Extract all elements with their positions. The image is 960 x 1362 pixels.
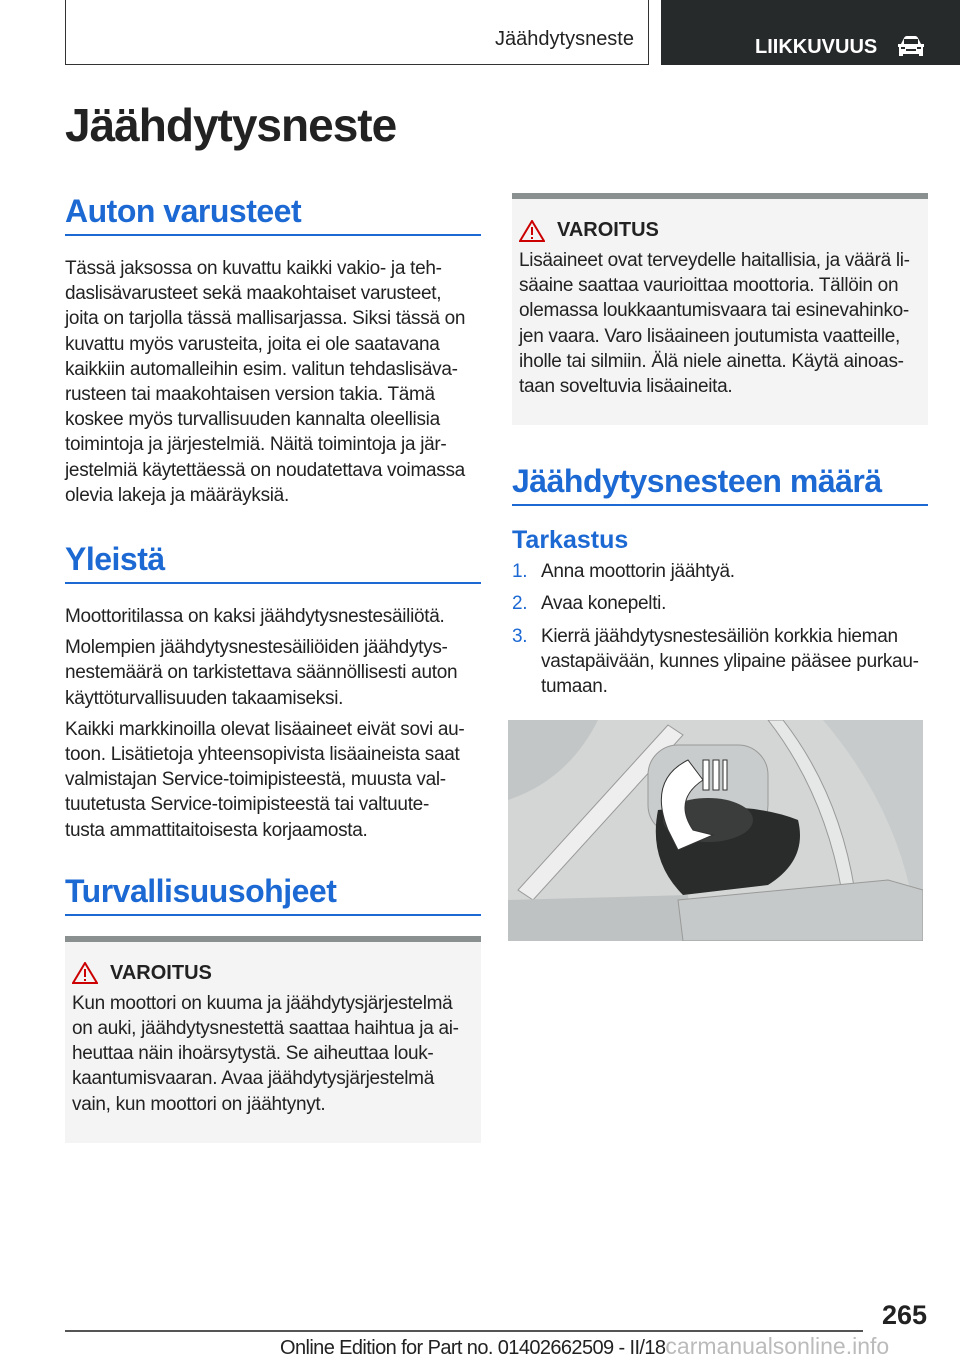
warning-label: VAROITUS	[557, 219, 659, 241]
warning-text	[519, 248, 921, 399]
subheading-check: Tarkastus	[512, 526, 629, 555]
paragraph	[65, 256, 481, 508]
warning-label: VAROITUS	[110, 961, 212, 984]
general-text	[65, 604, 481, 843]
text-line: taan soveltuvia lisäaineita.	[519, 376, 733, 398]
edition-text: Online Edition for Part no. 01402662509 - II/18	[280, 1337, 666, 1359]
header-chapter[interactable]	[661, 0, 960, 65]
text-line: heuttaa näin ihoärsytystä. Se aiheuttaa louk-	[72, 1043, 434, 1065]
heading-equipment: Auton varusteet	[65, 193, 481, 236]
step-number: 2.	[512, 593, 528, 615]
text-line: toon. Lisätietoja yhteensopivista lisäaineista saat	[65, 744, 460, 766]
text-line: Kaikki markkinoilla olevat lisäaineet eivät sovi au-	[65, 718, 465, 740]
paragraph	[72, 991, 474, 1117]
text-line: kuvattu myös varusteita, joita ei ole saatavana	[65, 333, 440, 355]
footer-divider	[65, 1330, 863, 1332]
steps-list	[512, 559, 928, 699]
text-line: Molempien jäähdytysnestesäiliöiden jäähdytys-	[65, 637, 448, 659]
heading-general: Yleistä	[65, 541, 481, 584]
step-text: Kierrä jäähdytysnestesäiliön korkkia hieman vastapäivään, kunnes ylipaine pääsee purkau- tumaan.	[541, 625, 919, 698]
right-column	[512, 193, 928, 946]
header-section-title	[65, 0, 649, 65]
paragraph	[519, 248, 921, 399]
footer-edition	[280, 1333, 889, 1360]
page-number: 265	[881, 1300, 927, 1330]
heading-amount: Jäähdytysnesteen määrä	[512, 463, 928, 506]
chapter-label: LIIKKUVUUS	[755, 35, 878, 58]
text-line: nestemäärä on tarkistettava säännöllisesti auton	[65, 662, 458, 684]
left-column	[65, 193, 481, 1171]
text-line: Moottoritilassa on kaksi jäähdytysnestesäiliötä.	[65, 606, 445, 628]
text-line: olemassa loukkaantumisvaara tai esinevahinko-	[519, 300, 909, 322]
step-number: 3.	[512, 625, 528, 647]
step-text: Anna moottorin jäähtyä.	[541, 561, 735, 583]
text-line: tusta ammattitaitoisesta korjaamosta.	[65, 819, 368, 841]
step-text: Avaa konepelti.	[541, 593, 667, 615]
text-line: toimintoja ja järjestelmiä. Näitä toimintoja ja jär-	[65, 434, 447, 456]
text-line: Lisäaineet ovat terveydelle haitallisia, ja väärä li-	[519, 250, 910, 271]
watermark-text: carmanualsonline.info	[665, 1333, 890, 1359]
coolant-reservoir-illustration	[508, 720, 923, 941]
warning-box	[65, 936, 481, 1143]
step-item	[512, 624, 928, 700]
text-line: koskee myös turvallisuuden kannalta oleellisia	[65, 409, 440, 431]
step-number: 1.	[512, 561, 528, 583]
paragraph	[65, 604, 481, 629]
text-line: kaantumisvaaran. Avaa jäähdytysjärjestelmä	[72, 1068, 434, 1090]
text-line: Tässä jaksossa on kuvattu kaikki vakio- ja teh-	[65, 258, 442, 279]
text-line: iholle tai silmiin. Älä niele ainetta. Käytä ainoas-	[519, 350, 904, 372]
warning-triangle-icon	[519, 220, 545, 242]
warning-box	[512, 193, 928, 425]
text-line: kaikkiin automalleihin esim. valitun tehdaslisäva-	[65, 358, 458, 380]
paragraph	[65, 635, 481, 711]
text-line: valmistajan Service-toimipisteestä, muusta val-	[65, 769, 446, 791]
section-label: Jäähdytysneste	[495, 28, 634, 50]
text-line: olevia lakeja ja määräyksiä.	[65, 484, 289, 506]
heading-safety: Turvallisuusohjeet	[65, 873, 481, 916]
text-line: säaine saattaa vaurioittaa moottoria. Tällöin on	[519, 275, 899, 297]
text-line: tuutetusta Service-toimipisteestä tai valtuute-	[65, 794, 429, 816]
page-title: Jäähdytysneste	[65, 99, 397, 151]
paragraph	[65, 717, 481, 843]
text-line: vain, kun moottori on jäähtynyt.	[72, 1093, 326, 1115]
step-item	[512, 591, 928, 616]
step-item	[512, 559, 928, 584]
text-line: joita on tarjolla tässä mallisarjassa. Siksi tässä on	[65, 308, 466, 330]
equipment-text	[65, 256, 481, 508]
text-line: on auki, jäähdytysnestettä saattaa haihtua ja ai-	[72, 1018, 459, 1040]
text-line: daslisävarusteet sekä maakohtaiset varusteet,	[65, 283, 442, 305]
car-icon	[895, 35, 927, 59]
warning-text	[72, 991, 474, 1117]
text-line: jestelmiä käytettäessä on noudatettava voimassa	[65, 459, 465, 481]
text-line: rusteen tai maakohtaisen version takia. Tämä	[65, 384, 435, 406]
text-line: jen vaara. Varo lisäaineen joutumista vaatteille,	[519, 325, 901, 347]
text-line: Kun moottori on kuuma ja jäähdytysjärjestelmä	[72, 992, 453, 1014]
text-line: käyttöturvallisuuden takaamiseksi.	[65, 687, 344, 709]
warning-triangle-icon	[72, 962, 98, 984]
